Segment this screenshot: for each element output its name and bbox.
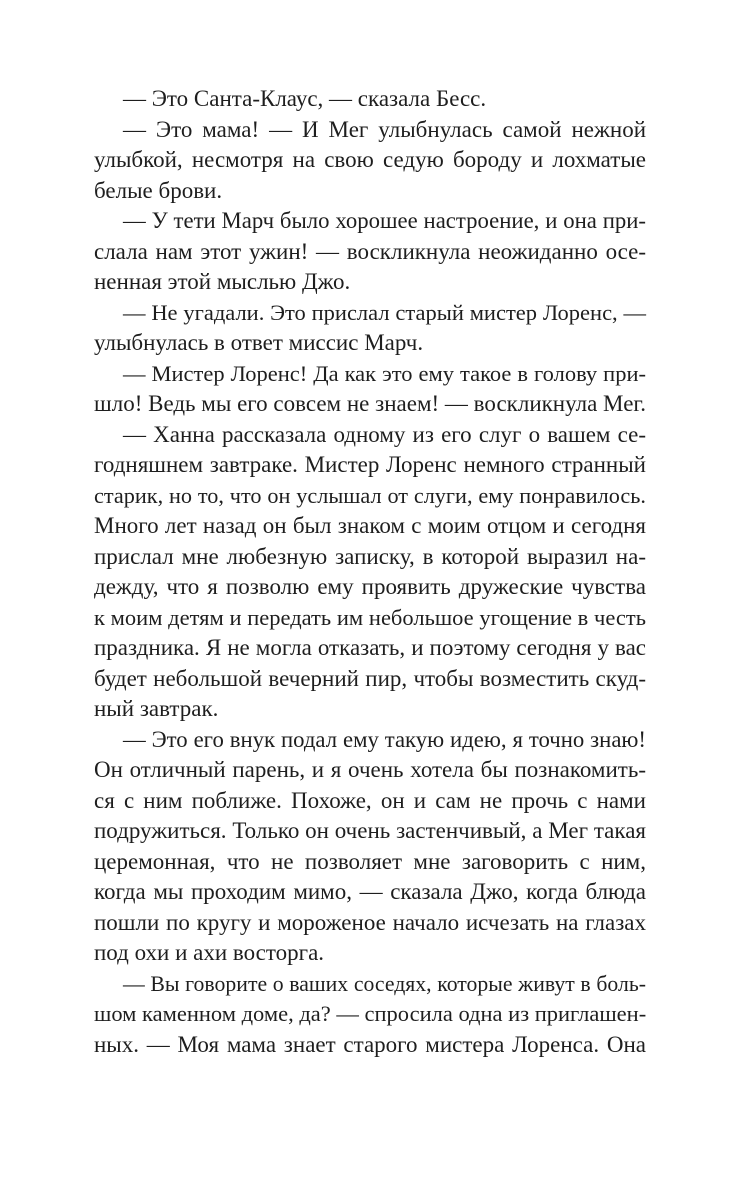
text-line: Он отличный парень, и я очень хотела бы познакомить- xyxy=(94,757,646,782)
text-line: улыбнулась в ответ миссис Марч. xyxy=(94,330,424,355)
text-line: когда мы проходим мимо, — сказала Джо, когда блюда xyxy=(94,879,646,904)
text-line: будет небольшой вечерний пир, чтобы возместить скуд- xyxy=(94,665,646,691)
book-page-text xyxy=(94,84,646,1060)
text-line: шом каменном доме, да? — спросила одна из приглашен- xyxy=(94,1001,647,1026)
text-line: под охи и ахи восторга. xyxy=(94,940,325,965)
text-line: белые брови. xyxy=(94,177,223,203)
text-line: ный завтрак. xyxy=(94,696,219,721)
text-line: ся с ним поближе. Похоже, он и сам не прочь с нами xyxy=(94,787,646,813)
text-line: церемонная, что не позволяет мне заговорить с ним, xyxy=(94,848,646,874)
text-line: — Это мама! — И Мег улыбнулась самой нежной xyxy=(123,116,646,142)
text-line: годняшнем завтраке. Мистер Лоренс немного странный xyxy=(94,452,646,477)
text-line: — У тети Марч было хорошее настроение, и она при- xyxy=(123,208,646,233)
text-line: подружиться. Только он очень застенчивый, а Мег такая xyxy=(94,818,646,843)
text-line: — Это его внук подал ему такую идею, я точно знаю! xyxy=(123,726,646,752)
text-line: — Вы говорите о ваших соседях, которые живут в боль- xyxy=(123,971,646,996)
text-line: слала нам этот ужин! — воскликнула неожиданно осе- xyxy=(94,238,646,264)
text-line: праздника. Я не могла отказать, и поэтому сегодня у вас xyxy=(94,635,646,660)
text-line: — Это Санта-Клаус, — сказала Бесс. xyxy=(123,86,487,111)
text-line: — Мистер Лоренс! Да как это ему такое в голову при- xyxy=(123,360,646,386)
text-line: — Не угадали. Это прислал старый мистер Лоренс, — xyxy=(123,299,646,325)
text-line: — Ханна рассказала одному из его слуг о вашем се- xyxy=(123,421,646,447)
text-line: Много лет назад он был знаком с моим отцом и сегодня xyxy=(94,513,646,538)
text-line: ных. — Моя мама знает старого мистера Лоренса. Она xyxy=(94,1031,646,1057)
text-line: прислал мне любезную записку, в которой выразил на- xyxy=(94,543,646,569)
text-line: ненная этой мыслью Джо. xyxy=(94,269,351,294)
text-line: шло! Ведь мы его совсем не знаем! — воскликнула Мег. xyxy=(94,391,646,416)
text-line: улыбкой, несмотря на свою седую бороду и лохматые xyxy=(94,147,646,172)
text-line: к моим детям и передать им небольшое угощение в честь xyxy=(94,604,646,630)
text-line: пошли по кругу и мороженое начало исчезать на глазах xyxy=(94,909,646,935)
text-line: старик, но то, что он услышал от слуги, ему понравилось. xyxy=(94,482,646,508)
text-line: дежду, что я позволю ему проявить дружеские чувства xyxy=(94,574,646,599)
